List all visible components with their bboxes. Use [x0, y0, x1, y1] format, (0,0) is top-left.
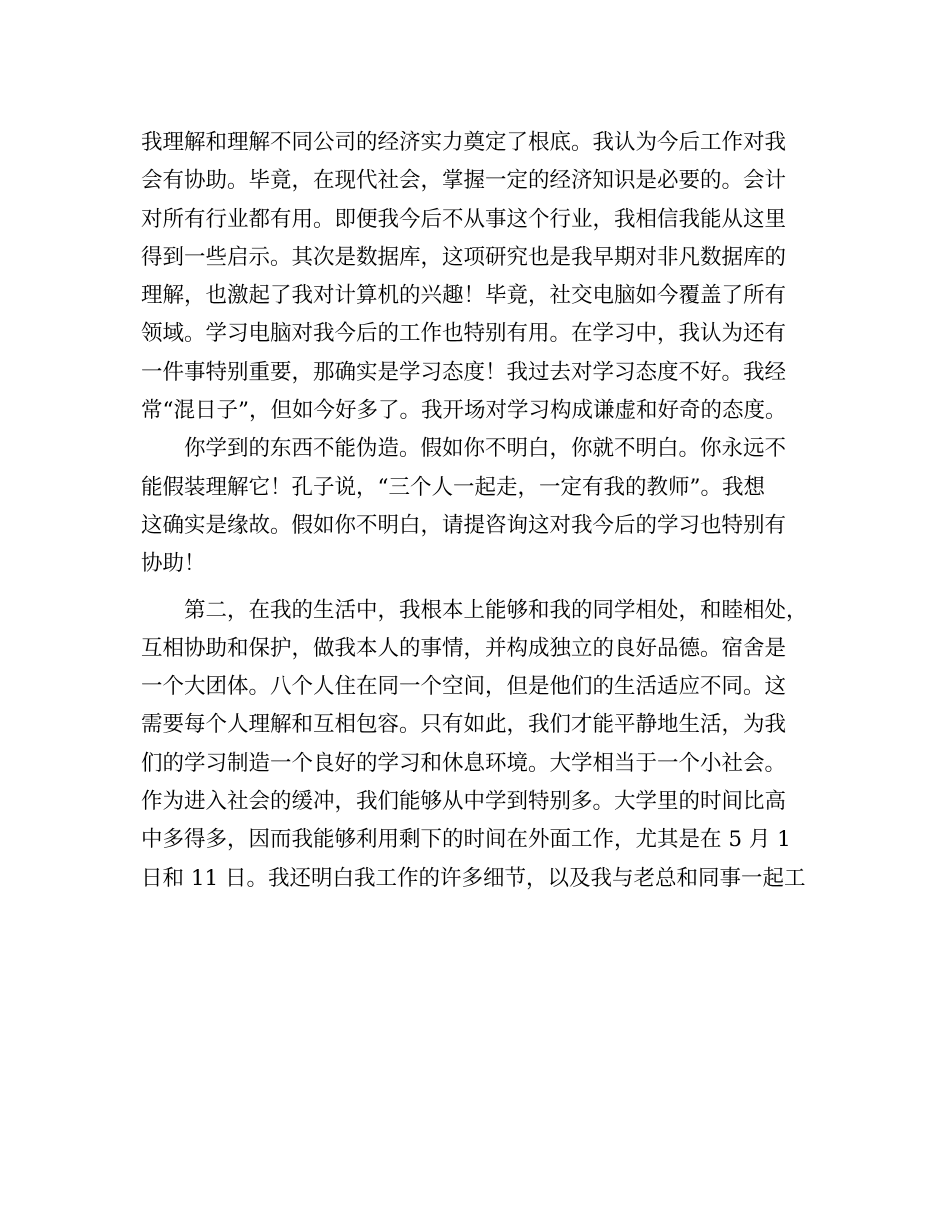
text-line: 理解，也激起了我对计算机的兴趣！毕竟，社交电脑如今覆盖了所有 — [141, 283, 787, 309]
text-line: 会有协助。毕竟，在现代社会，掌握一定的经济知识是必要的。会计 — [141, 168, 787, 194]
text-line: 第二，在我的生活中，我根本上能够和我的同学相处，和睦相处， — [184, 597, 808, 623]
text-line: 日和 11 日。我还明白我工作的许多细节，以及我与老总和同事一起工 — [141, 865, 806, 891]
text-line: 得到一些启示。其次是数据库，这项研究也是我早期对非凡数据库的 — [141, 244, 787, 270]
text-line: 能假装理解它！孔子说，“三个人一起走，一定有我的教师”。我想 — [141, 474, 765, 500]
text-line: 作为进入社会的缓冲，我们能够从中学到特别多。大学里的时间比高 — [141, 789, 787, 815]
text-line: 领域。学习电脑对我今后的工作也特别有用。在学习中，我认为还有 — [141, 321, 787, 347]
paragraph-2 — [141, 430, 841, 583]
text-line: 需要每个人理解和互相包容。只有如此，我们才能平静地生活，为我 — [141, 712, 787, 738]
text-line: 常“混日子”，但如今好多了。我开场对学习构成谦虚和好奇的态度。 — [141, 398, 787, 424]
text-line: 协助！ — [141, 551, 206, 577]
body-text — [141, 124, 841, 898]
paragraph-1 — [141, 124, 841, 430]
text-line: 这确实是缘故。假如你不明白，请提咨询这对我今后的学习也特别有 — [141, 512, 787, 538]
text-line: 一个大团体。八个人住在同一个空间，但是他们的生活适应不同。这 — [141, 674, 787, 700]
paragraph-3 — [141, 592, 841, 898]
text-line: 你学到的东西不能伪造。假如你不明白，你就不明白。你永远不 — [184, 436, 787, 462]
text-line: 对所有行业都有用。即便我今后不从事这个行业，我相信我能从这里 — [141, 206, 787, 232]
text-line: 我理解和理解不同公司的经济实力奠定了根底。我认为今后工作对我 — [141, 130, 787, 155]
text-line: 互相协助和保护，做我本人的事情，并构成独立的良好品德。宿舍是 — [141, 635, 787, 661]
text-line: 中多得多，因而我能够利用剩下的时间在外面工作，尤其是在 5 月 1 — [141, 827, 791, 853]
text-line: 一件事特别重要，那确实是学习态度！我过去对学习态度不好。我经 — [141, 359, 787, 385]
text-line: 们的学习制造一个良好的学习和休息环境。大学相当于一个小社会。 — [141, 750, 787, 776]
